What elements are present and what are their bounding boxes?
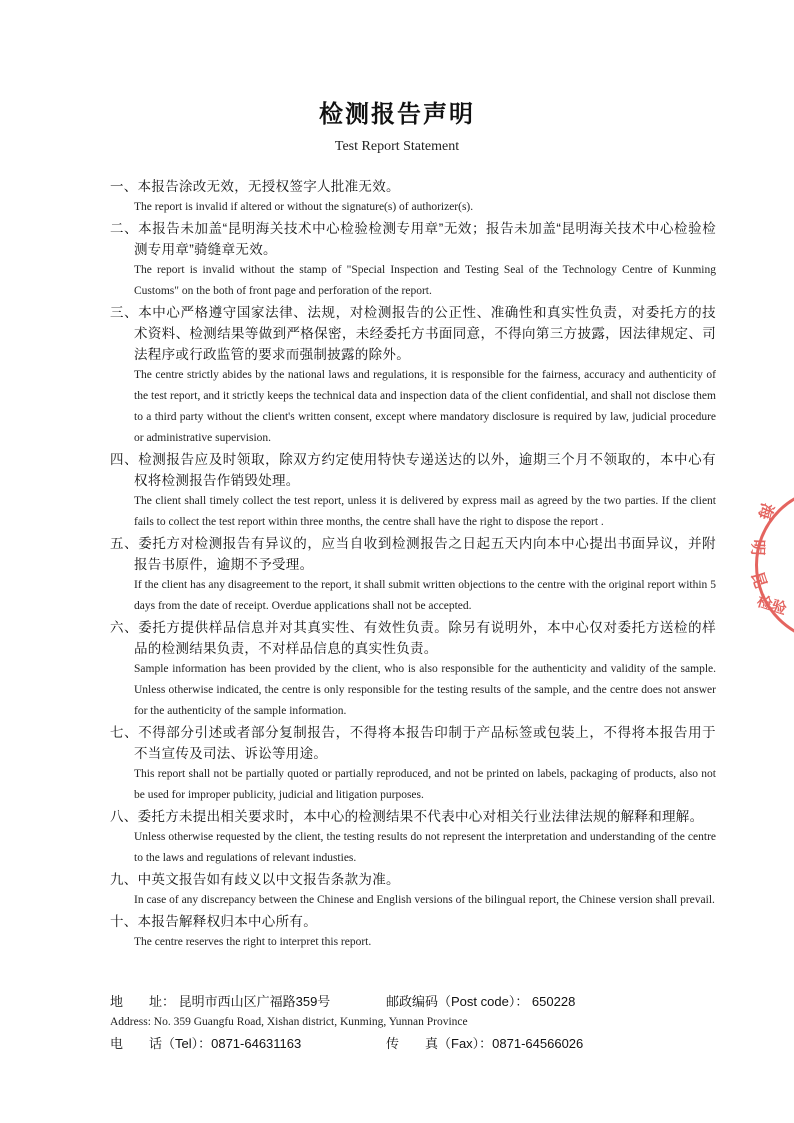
red-perforation-seal [746,484,794,648]
seal-char: 昆 [747,569,769,591]
tel-number: 电 话（Tel）：0871-64631163 [110,1036,302,1051]
clause-text-zh: 本报告涂改无效，无授权签字人批准无效。 [137,179,400,194]
contact-footer [110,991,718,1054]
clause-zh [110,911,716,932]
clause-text-zh: 委托方对检测报告有异议的，应当自收到检测报告之日起五天内向本中心提出书面异议，并附报告书原件，逾期不予受理。 [134,536,716,572]
clause-zh [110,218,716,260]
clause-8 [110,806,716,869]
clause-number: 三、 [110,305,139,320]
clause-3 [110,302,716,449]
clause-text-en: The client shall timely collect the test report, unless it is delivered by express mail as agreed by the two parties. If the client fails to collect the test report within three months, the centre shall have the right to dispose the report . [134,495,716,528]
clause-10 [110,911,716,953]
clause-text-zh: 不得部分引述或者部分复制报告，不得将本报告印制于产品标签或包装上，不得将本报告用于不当宣传及司法、诉讼等用途。 [134,725,716,761]
address-en: Address: No. 359 Guangfu Road, Xishan district, Kunming, Yunnan Province [110,1016,468,1028]
clause-7 [110,722,716,806]
clause-zh [110,533,716,575]
page-title-zh: 检测报告声明 [319,101,475,128]
clause-number: 一、 [110,179,138,194]
post-code: 邮政编码（Post code）： 650228 [386,994,576,1009]
seal-char: 明 [748,539,766,556]
seal-char: 海 [754,501,776,521]
clause-number: 七、 [110,725,139,740]
page-title-en: Test Report Statement [334,139,460,154]
clause-text-en: If the client has any disagreement to the report, it shall submit written objections to the centre with the original report within 5 days from the date of receipt. Overdue applications shall not be accepted. [134,579,716,612]
clause-5 [110,533,716,617]
seal-char: 检验 [754,592,789,619]
clause-number: 二、 [110,221,139,236]
address-zh: 地 址： 昆明市西山区广福路359号 [110,994,331,1009]
clause-text-zh: 委托方提供样品信息并对其真实性、有效性负责。除另有说明外，本中心仅对委托方送检的样品的检测结果负责，不对样品信息的真实性负责。 [134,620,716,656]
clause-number: 九、 [110,872,138,887]
clause-number: 六、 [110,620,139,635]
clause-number: 十、 [110,914,138,929]
clause-zh [110,869,716,890]
clause-text-en: The centre reserves the right to interpret this report. [134,936,372,948]
clause-text-zh: 中英文报告如有歧义以中文报告条款为准。 [137,872,400,887]
clause-text-en: The report is invalid if altered or without the signature(s) of authorizer(s). [134,201,474,213]
clause-text-en: Unless otherwise requested by the client, the testing results do not represent the interpretation and understanding of the centre to the laws and regulations of relevant industies. [134,831,716,864]
clause-6 [110,617,716,722]
clause-zh [110,302,716,365]
clause-text-en: In case of any discrepancy between the Chinese and English versions of the bilingual report, the Chinese version shall prevail. [134,894,715,906]
clause-zh [110,806,716,827]
clause-text-zh: 本中心严格遵守国家法律、法规，对检测报告的公正性、准确性和真实性负责，对委托方的技术资料、检测结果等做到严格保密，未经委托方书面同意，不得向第三方披露，因法律规定、司法程序或行政监管的要求而强制披露的除外。 [134,305,716,362]
clause-2 [110,218,716,302]
footer-row-phone [110,1033,718,1054]
clause-9 [110,869,716,911]
clause-zh [110,722,716,764]
clause-text-en: Sample information has been provided by the client, who is also responsible for the authenticity and validity of the sample. Unless otherwise indicated, the centre is only responsible for the testing results of the sample, and the centre does not answer for the authenticity of the sample information. [134,663,716,717]
clause-text-zh: 检测报告应及时领取，除双方约定使用特快专递送达的以外，逾期三个月不领取的，本中心有权将检测报告作销毁处理。 [134,452,716,488]
clause-text-en: This report shall not be partially quoted or partially reproduced, and not be printed on labels, packaging of products, also not be used for improper publicity, judicial and litigation purposes. [134,768,716,801]
clause-zh [110,176,716,197]
footer-row-address [110,991,718,1012]
statement-clauses [110,176,716,953]
page-header [0,94,794,155]
clause-text-zh: 委托方未提出相关要求时，本中心的检测结果不代表中心对相关行业法律法规的解释和理解。 [137,809,704,824]
clause-4 [110,449,716,533]
clause-1 [110,176,716,218]
clause-text-en: The report is invalid without the stamp of "Special Inspection and Testing Seal of the Technology Centre of Kunming Customs" on the both of front page and perforation of the report. [134,264,716,297]
fax-number: 传 真（Fax）：0871-64566026 [386,1036,584,1051]
clause-zh [110,617,716,659]
clause-number: 五、 [110,536,139,551]
clause-text-en: The centre strictly abides by the national laws and regulations, it is responsible for the fairness, accuracy and authenticity of the test report, and it strictly keeps the technical data and inspection data of the client confidential, and shall not disclose them to a third party without the client's written consent, except where mandatory disclosure is required by law, judicial procedure or administrative supervision. [134,369,716,444]
clause-zh [110,449,716,491]
clause-text-zh: 本报告未加盖“昆明海关技术中心检验检测专用章”无效；报告未加盖“昆明海关技术中心检验检测专用章”骑缝章无效。 [134,221,716,257]
seal-ring [755,487,794,643]
clause-text-zh: 本报告解释权归本中心所有。 [137,914,318,929]
clause-number: 八、 [110,809,138,824]
clause-number: 四、 [110,452,139,467]
